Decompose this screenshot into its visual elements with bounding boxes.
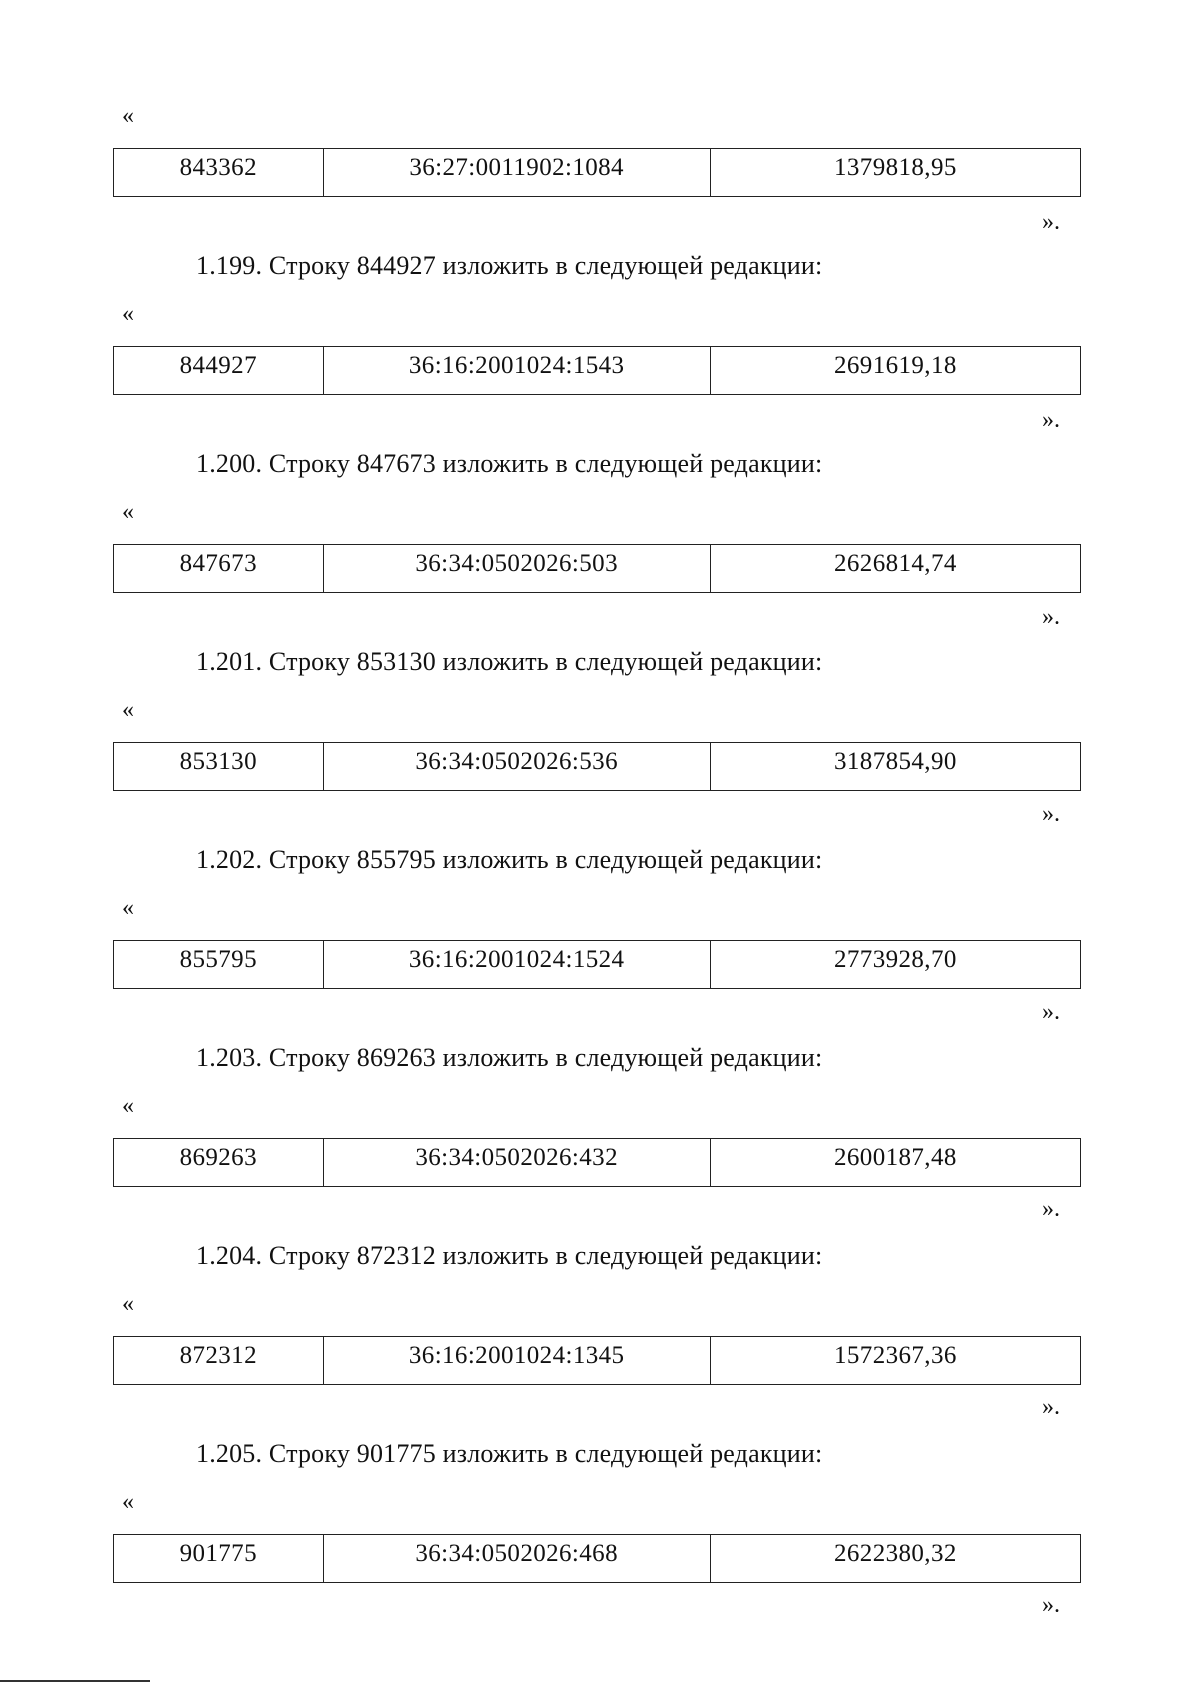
- value-cell: 3187854,90: [834, 748, 957, 775]
- value-cell: 2622380,32: [834, 1540, 957, 1567]
- value-cell: 2773928,70: [834, 946, 957, 973]
- opening-quote: «: [122, 1291, 134, 1317]
- opening-quote: «: [122, 895, 134, 921]
- opening-quote: «: [122, 1093, 134, 1119]
- amendment-instruction: 1.203. Строку 869263 изложить в следующей редакции:: [196, 1043, 823, 1072]
- closing-quote: ».: [1042, 1394, 1060, 1420]
- cadastral-number-cell: 36:34:0502026:503: [324, 545, 711, 592]
- cadastral-number-cell: 36:27:0011902:1084: [324, 149, 711, 196]
- row-id-cell: 853130: [114, 743, 324, 790]
- amendment-instruction: 1.202. Строку 855795 изложить в следующей редакции:: [196, 845, 823, 874]
- cadastral-number-cell: 36:34:0502026:468: [324, 1535, 711, 1582]
- row-id-cell: 855795: [114, 941, 324, 988]
- closing-quote: ».: [1042, 999, 1060, 1025]
- cadastral-number-cell: 36:34:0502026:536: [324, 743, 711, 790]
- value-cell: 2626814,74: [834, 550, 957, 577]
- table-row: [113, 742, 1081, 791]
- cadastral-number-cell: 36:16:2001024:1345: [324, 1337, 711, 1384]
- closing-quote: ».: [1042, 1196, 1060, 1222]
- value-cell: 1572367,36: [834, 1342, 957, 1369]
- cadastral-number-cell: 36:34:0502026:432: [324, 1139, 711, 1186]
- opening-quote: «: [122, 499, 134, 525]
- amendment-instruction: 1.204. Строку 872312 изложить в следующей редакции:: [196, 1241, 823, 1270]
- table-row: [113, 940, 1081, 989]
- amendment-instruction: 1.205. Строку 901775 изложить в следующей редакции:: [196, 1439, 823, 1468]
- closing-quote: ».: [1042, 604, 1060, 630]
- closing-quote: ».: [1042, 407, 1060, 433]
- cadastral-number-cell: 36:16:2001024:1543: [324, 347, 711, 394]
- amendment-instruction: 1.199. Строку 844927 изложить в следующей редакции:: [196, 251, 823, 280]
- closing-quote: ».: [1042, 209, 1060, 235]
- opening-quote: «: [122, 301, 134, 327]
- row-id-cell: 847673: [114, 545, 324, 592]
- row-id-cell: 843362: [114, 149, 324, 196]
- row-id-cell: 844927: [114, 347, 324, 394]
- table-row: [113, 1534, 1081, 1583]
- row-id-cell: 872312: [114, 1337, 324, 1384]
- closing-quote: ».: [1042, 801, 1060, 827]
- row-id-cell: 869263: [114, 1139, 324, 1186]
- amendment-instruction: 1.200. Строку 847673 изложить в следующей редакции:: [196, 449, 823, 478]
- opening-quote: «: [122, 1489, 134, 1515]
- table-row: [113, 544, 1081, 593]
- value-cell: 1379818,95: [834, 154, 957, 181]
- footer-divider: [0, 1680, 150, 1682]
- value-cell: 2600187,48: [834, 1144, 957, 1171]
- opening-quote: «: [122, 697, 134, 723]
- closing-quote: ».: [1042, 1592, 1060, 1618]
- table-row: [113, 1336, 1081, 1385]
- row-id-cell: 901775: [114, 1535, 324, 1582]
- cadastral-number-cell: 36:16:2001024:1524: [324, 941, 711, 988]
- table-row: [113, 148, 1081, 197]
- table-row: [113, 1138, 1081, 1187]
- table-row: [113, 346, 1081, 395]
- opening-quote: «: [122, 103, 134, 129]
- value-cell: 2691619,18: [834, 352, 957, 379]
- amendment-instruction: 1.201. Строку 853130 изложить в следующей редакции:: [196, 647, 823, 676]
